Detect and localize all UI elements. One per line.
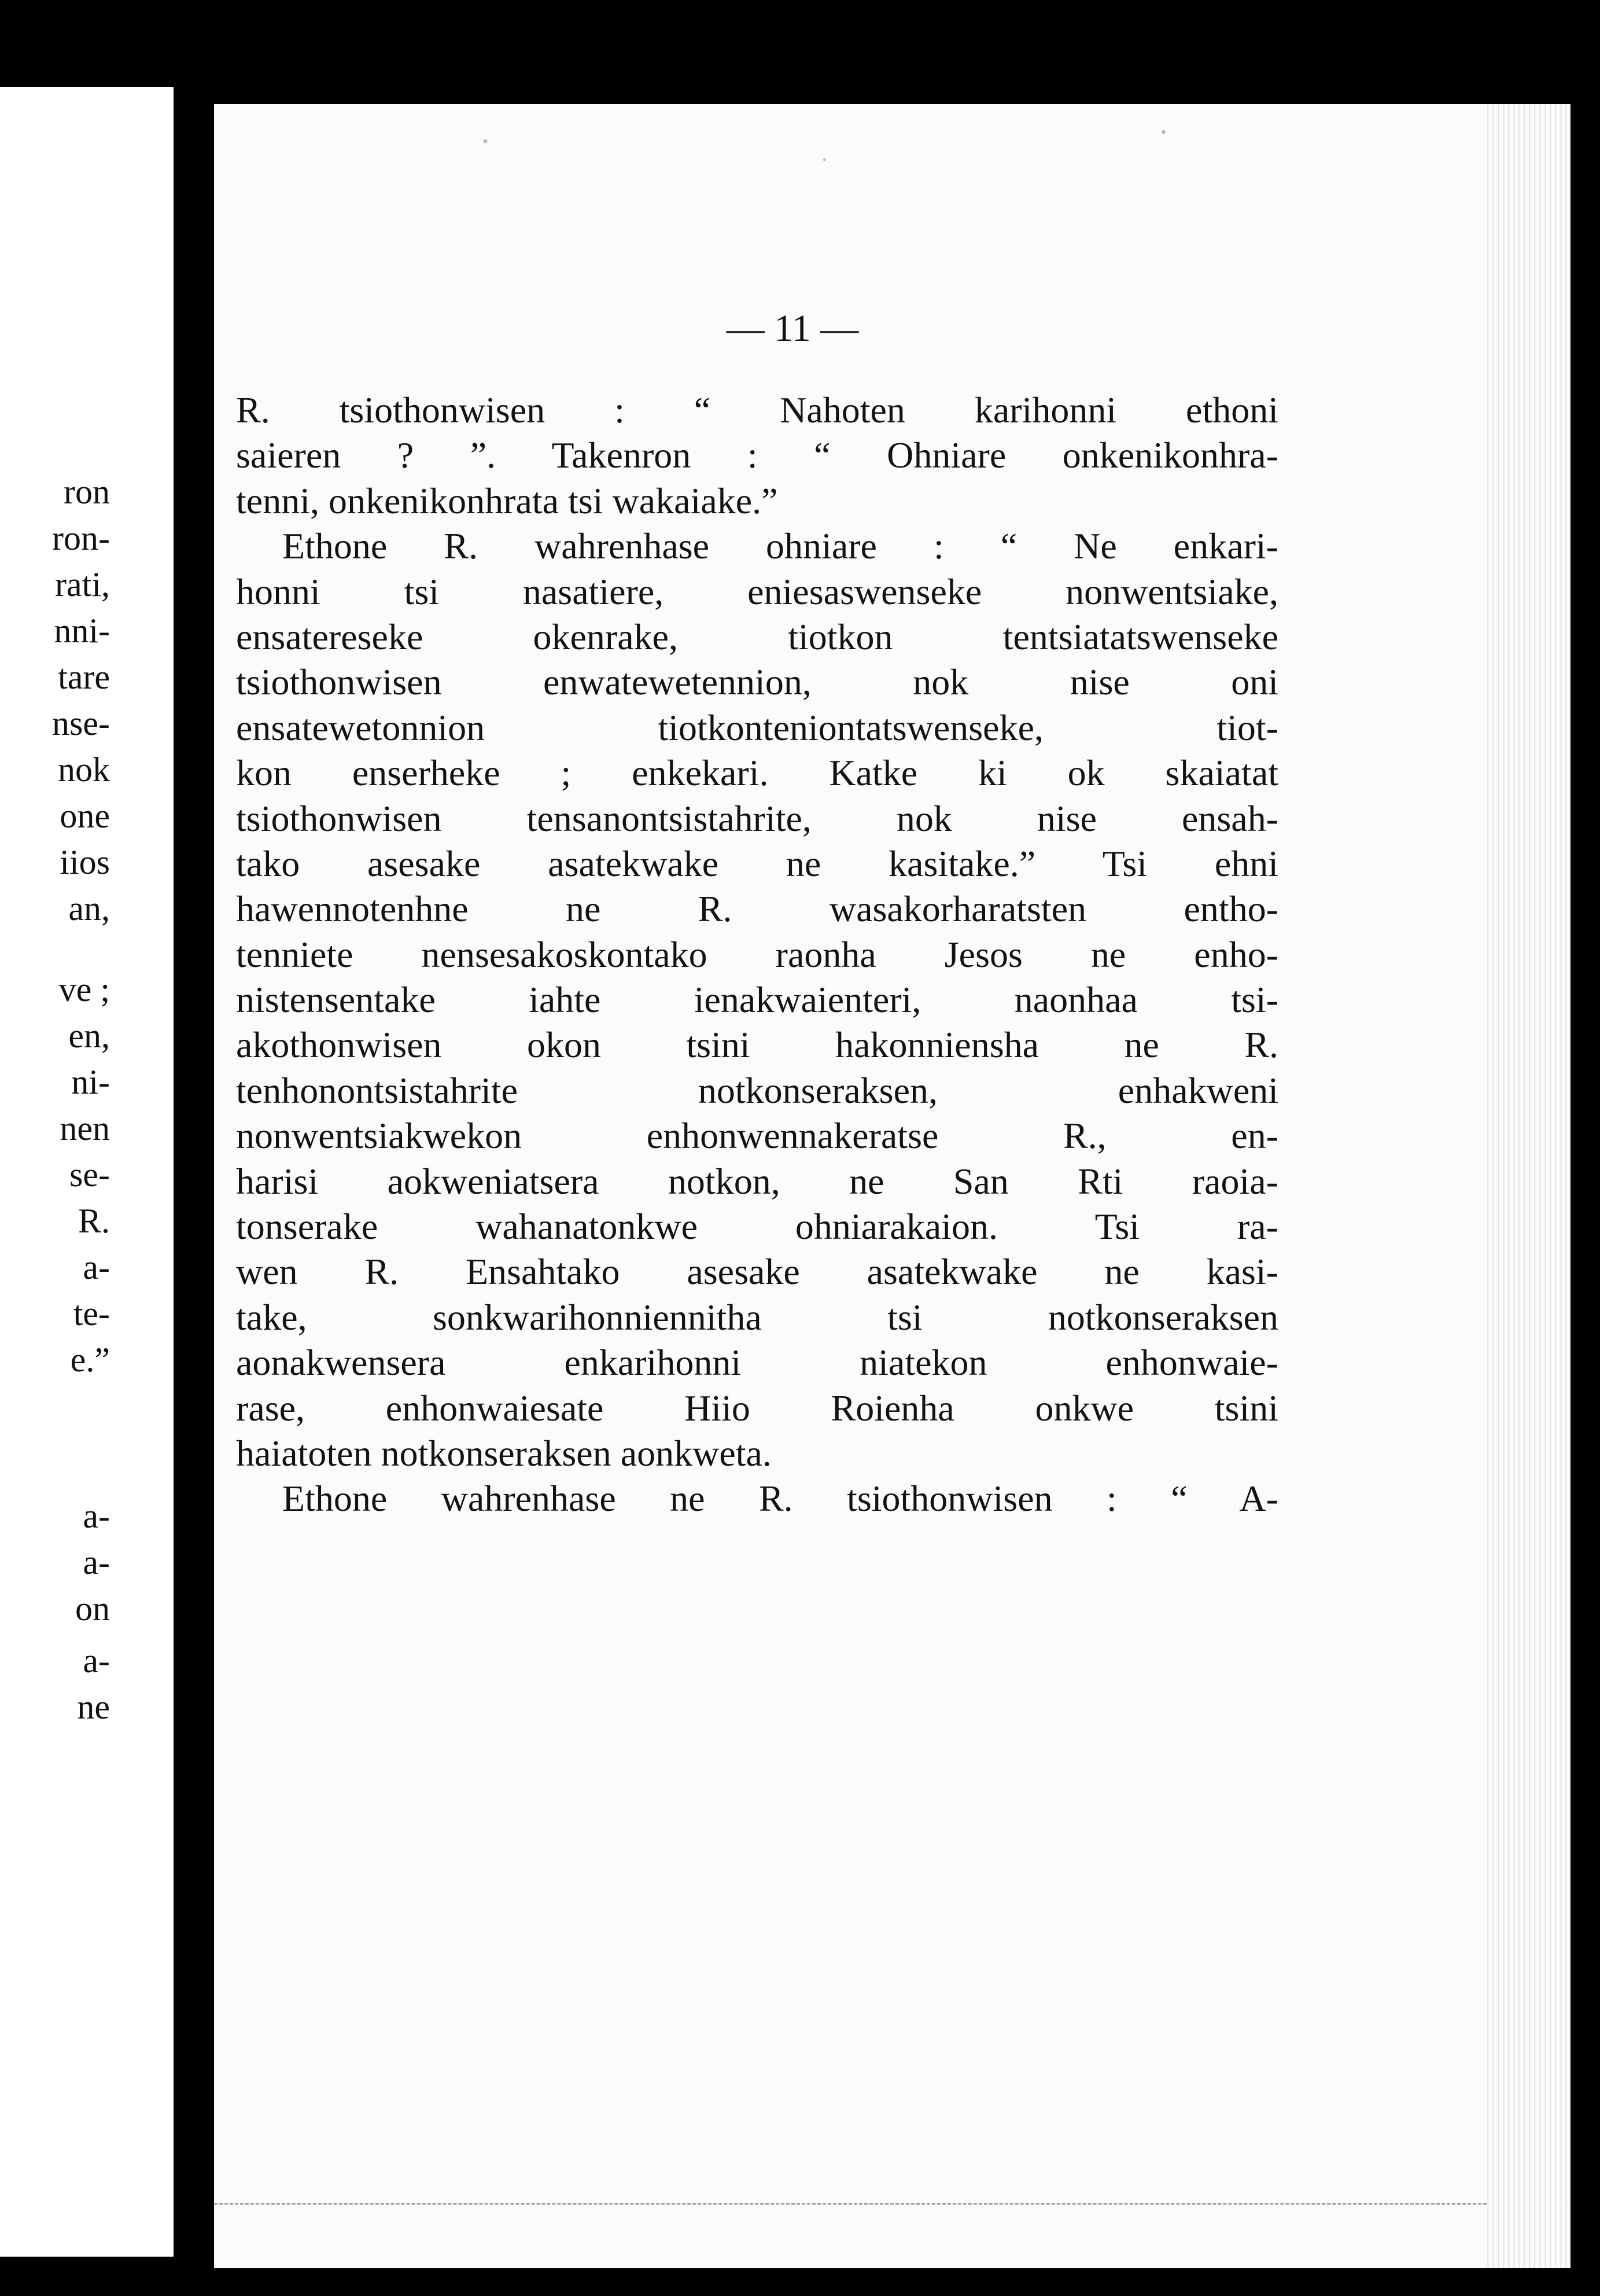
left-fragment: ni- <box>71 1065 110 1099</box>
left-fragment: se- <box>69 1157 110 1192</box>
text-line: honni tsi nasatiere, eniesaswenseke nonwentsiake, <box>236 571 1278 612</box>
text-line: tenniete nensesakoskontako raonha Jesos ne enho- <box>236 933 1278 975</box>
left-fragment: one <box>60 799 110 833</box>
left-fragment: nen <box>60 1111 110 1146</box>
text-line: hawennotenhne ne R. wasakorharatsten entho- <box>236 888 1278 930</box>
text-line: ensatereseke okenrake, tiotkon tentsiatatswenseke <box>236 616 1278 657</box>
left-fragment: nok <box>58 752 110 787</box>
left-fragment: on <box>75 1591 110 1626</box>
left-fragment: ne <box>77 1690 110 1724</box>
left-facing-page <box>0 87 174 2257</box>
text-line: harisi aokweniatsera notkon, ne San Rti raoia- <box>236 1160 1278 1202</box>
left-fragment: iios <box>60 845 110 880</box>
page-edge <box>1484 104 1570 2268</box>
text-line: akothonwisen okon tsini hakonniensha ne R. <box>236 1024 1278 1066</box>
bottom-edge-line <box>214 2203 1487 2205</box>
left-fragment: a- <box>83 1499 110 1533</box>
text-line: Ethone R. wahrenhase ohniare : “ Ne enkari- <box>282 525 1278 567</box>
text-line: nonwentsiakwekon enhonwennakeratse R., en- <box>236 1115 1278 1157</box>
book-gutter <box>174 0 214 2296</box>
text-line: take, sonkwarihonniennitha tsi notkonseraksen <box>236 1296 1278 1338</box>
text-line: tenni, onkenikonhrata tsi wakaiake.” <box>236 480 778 521</box>
left-fragment: ron <box>64 474 110 509</box>
left-fragment: nni- <box>54 613 110 648</box>
left-fragment: ve ; <box>58 972 110 1007</box>
text-line: ensatewetonnion tiotkonteniontatswenseke, tiot- <box>236 707 1278 748</box>
text-line: R. tsiothonwisen : “ Nahoten karihonni ethoni <box>236 389 1278 430</box>
left-fragment: te- <box>73 1296 110 1331</box>
text-line: wen R. Ensahtako asesake asatekwake ne kasi- <box>236 1251 1278 1293</box>
text-line: Ethone wahrenhase ne R. tsiothonwisen : “ A- <box>282 1478 1278 1519</box>
text-line: tako asesake asatekwake ne kasitake.” Tsi ehni <box>236 842 1278 884</box>
left-fragment: tare <box>58 660 110 694</box>
left-fragment: R. <box>78 1204 110 1238</box>
left-fragment: an, <box>68 891 110 926</box>
left-fragment: a- <box>83 1545 110 1580</box>
paper-specks <box>214 104 1570 197</box>
left-fragment: en, <box>68 1018 110 1053</box>
text-line: kon enserheke ; enkekari. Katke ki ok skaiatat <box>236 752 1278 794</box>
text-line: haiatoten notkonseraksen aonkweta. <box>236 1432 772 1474</box>
text-line: tsiothonwisen tensanontsistahrite, nok nise ensah- <box>236 797 1278 839</box>
text-line: aonakwensera enkarihonni niatekon enhonwaie- <box>236 1342 1278 1384</box>
left-fragment: a- <box>83 1643 110 1678</box>
text-line: tsiothonwisen enwatewetennion, nok nise oni <box>236 661 1278 703</box>
left-fragment: ron- <box>52 521 110 555</box>
text-line: tenhonontsistahrite notkonseraksen, enhakweni <box>236 1069 1278 1111</box>
left-fragment: e.” <box>70 1342 110 1377</box>
text-line: saieren ? ”. Takenron : “ Ohniare onkenikonhra- <box>236 435 1278 476</box>
text-line: nistensentake iahte ienakwaienteri, naonhaa tsi- <box>236 979 1278 1021</box>
book-page <box>214 104 1570 2268</box>
left-fragment: nse- <box>52 706 110 741</box>
page-number: — 11 — <box>726 307 859 349</box>
text-line: tonserake wahanatonkwe ohniarakaion. Tsi ra- <box>236 1206 1278 1248</box>
left-fragment: rati, <box>55 567 110 602</box>
left-fragment: a- <box>83 1250 110 1285</box>
text-line: rase, enhonwaiesate Hiio Roienha onkwe tsini <box>236 1387 1278 1429</box>
body-text <box>214 388 1278 1522</box>
